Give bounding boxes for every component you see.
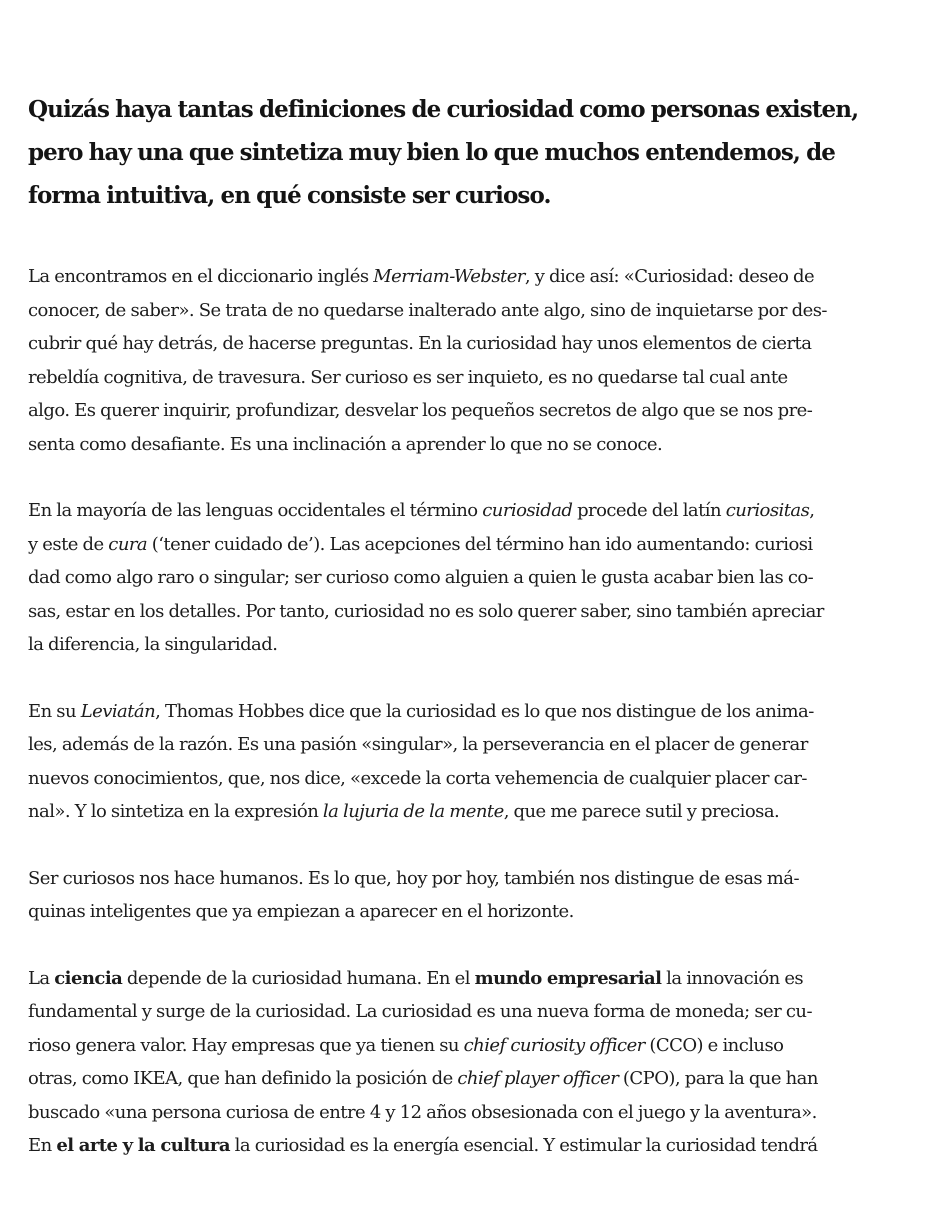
text-run: buscado «una persona curiosa de entre 4 y 12 años obsesionada con el juego y la aventura».: [28, 1101, 817, 1123]
paragraph-line: [28, 895, 912, 929]
paragraph-line: [28, 428, 912, 462]
text-run: conocer, de saber». Se trata de no quedarse inalterado ante algo, sino de inquietarse por des-: [28, 299, 827, 321]
article-body: [28, 260, 912, 1163]
text-run: La encontramos en el diccionario inglés: [28, 266, 374, 287]
italic-text: Leviatán: [80, 700, 156, 722]
paragraph-line: [28, 1029, 912, 1063]
text-run: sas, estar en los detalles. Por tanto, curiosidad no es solo querer saber, sino también apreciar: [28, 600, 824, 622]
italic-text: curiositas: [725, 500, 810, 521]
lead-heading: [28, 88, 912, 217]
text-run: (CCO) e incluso: [644, 1034, 784, 1056]
text-run: (‘tener cuidado de’). Las acepciones del término han ido aumentando: curiosi: [147, 533, 813, 555]
bold-text: mundo empresarial: [474, 967, 662, 989]
text-run: La: [28, 967, 55, 989]
bold-text: el arte y la cultura: [56, 1135, 230, 1156]
paragraph-line: [28, 1062, 912, 1096]
lead-line: Quizás haya tantas definiciones de curiosidad como personas existen,: [28, 96, 859, 123]
text-run: procede del latín: [572, 500, 726, 521]
body-paragraph: [28, 494, 912, 662]
paragraph-line: [28, 862, 912, 896]
text-run: ,: [809, 500, 815, 521]
text-run: , Thomas Hobbes dice que la curiosidad es lo que nos distingue de los anima-: [155, 700, 814, 722]
italic-text: la lujuria de la mente: [322, 801, 504, 822]
paragraph-line: [28, 728, 912, 762]
italic-text: chief curiosity officer: [463, 1034, 645, 1056]
paragraph-line: [28, 962, 912, 996]
text-run: En la mayoría de las lenguas occidentales el término: [28, 500, 483, 521]
paragraph-line: [28, 1096, 912, 1130]
text-run: depende de la curiosidad humana. En el: [122, 967, 475, 989]
text-run: Ser curiosos nos hace humanos. Es lo que, hoy por hoy, también nos distingue de esas má-: [28, 867, 799, 889]
text-run: otras, como IKEA, que han definido la posición de: [28, 1068, 458, 1089]
paragraph-line: [28, 795, 912, 829]
body-paragraph: [28, 862, 912, 929]
text-run: , y dice así: «Curiosidad: deseo de: [524, 266, 815, 287]
paragraph-line: [28, 260, 912, 294]
paragraph-line: [28, 595, 912, 629]
body-paragraph: [28, 962, 912, 1163]
text-run: quinas inteligentes que ya empiezan a aparecer en el horizonte.: [28, 901, 574, 922]
italic-text: curiosidad: [482, 500, 573, 521]
paragraph-line: [28, 294, 912, 328]
text-run: rioso genera valor. Hay empresas que ya tienen su: [28, 1034, 464, 1056]
paragraph-line: [28, 762, 912, 796]
paragraph-line: [28, 561, 912, 595]
italic-text: cura: [108, 533, 148, 555]
paragraph-line: [28, 995, 912, 1029]
text-run: algo. Es querer inquirir, profundizar, desvelar los pequeños secretos de algo que se nos pre-: [28, 400, 813, 421]
lead-line: forma intuitiva, en qué consiste ser curioso.: [28, 182, 551, 209]
text-run: rebeldía cognitiva, de travesura. Ser curioso es ser inquieto, es no quedarse tal cual ante: [28, 366, 788, 388]
text-run: dad como algo raro o singular; ser curioso como alguien a quien le gusta acabar bien las co-: [28, 567, 814, 588]
text-run: , que me parece sutil y preciosa.: [503, 801, 780, 822]
text-run: En su: [28, 700, 81, 722]
text-run: (CPO), para la que han: [618, 1068, 818, 1089]
text-run: fundamental y surge de la curiosidad. La curiosidad es una nueva forma de moneda; ser cu-: [28, 1001, 812, 1022]
text-run: y este de: [28, 533, 109, 555]
italic-text: chief player officer: [457, 1068, 619, 1089]
text-run: la diferencia, la singularidad.: [28, 634, 278, 655]
text-run: cubrir qué hay detrás, de hacerse preguntas. En la curiosidad hay unos elementos de cierta: [28, 333, 812, 354]
paragraph-line: [28, 394, 912, 428]
paragraph-line: [28, 695, 912, 729]
italic-text: Merriam-Webster: [373, 266, 525, 287]
lead-line: pero hay una que sintetiza muy bien lo que muchos entendemos, de: [28, 139, 836, 166]
paragraph-line: [28, 628, 912, 662]
paragraph-line: [28, 528, 912, 562]
bold-text: ciencia: [54, 967, 123, 989]
text-run: nuevos conocimientos, que, nos dice, «excede la corta vehemencia de cualquier placer car-: [28, 767, 807, 789]
text-run: nal». Y lo sintetiza en la expresión: [28, 801, 323, 822]
text-run: senta como desafiante. Es una inclinación a aprender lo que no se conoce.: [28, 433, 663, 455]
paragraph-line: [28, 327, 912, 361]
body-paragraph: [28, 695, 912, 829]
body-paragraph: [28, 260, 912, 461]
paragraph-line: [28, 494, 912, 528]
paragraph-line: [28, 1129, 912, 1163]
text-run: les, además de la razón. Es una pasión «singular», la perseverancia en el placer de generar: [28, 734, 808, 755]
text-run: la curiosidad es la energía esencial. Y estimular la curiosidad tendrá: [229, 1135, 818, 1156]
paragraph-line: [28, 361, 912, 395]
text-run: En: [28, 1135, 57, 1156]
text-run: la innovación es: [661, 967, 804, 989]
